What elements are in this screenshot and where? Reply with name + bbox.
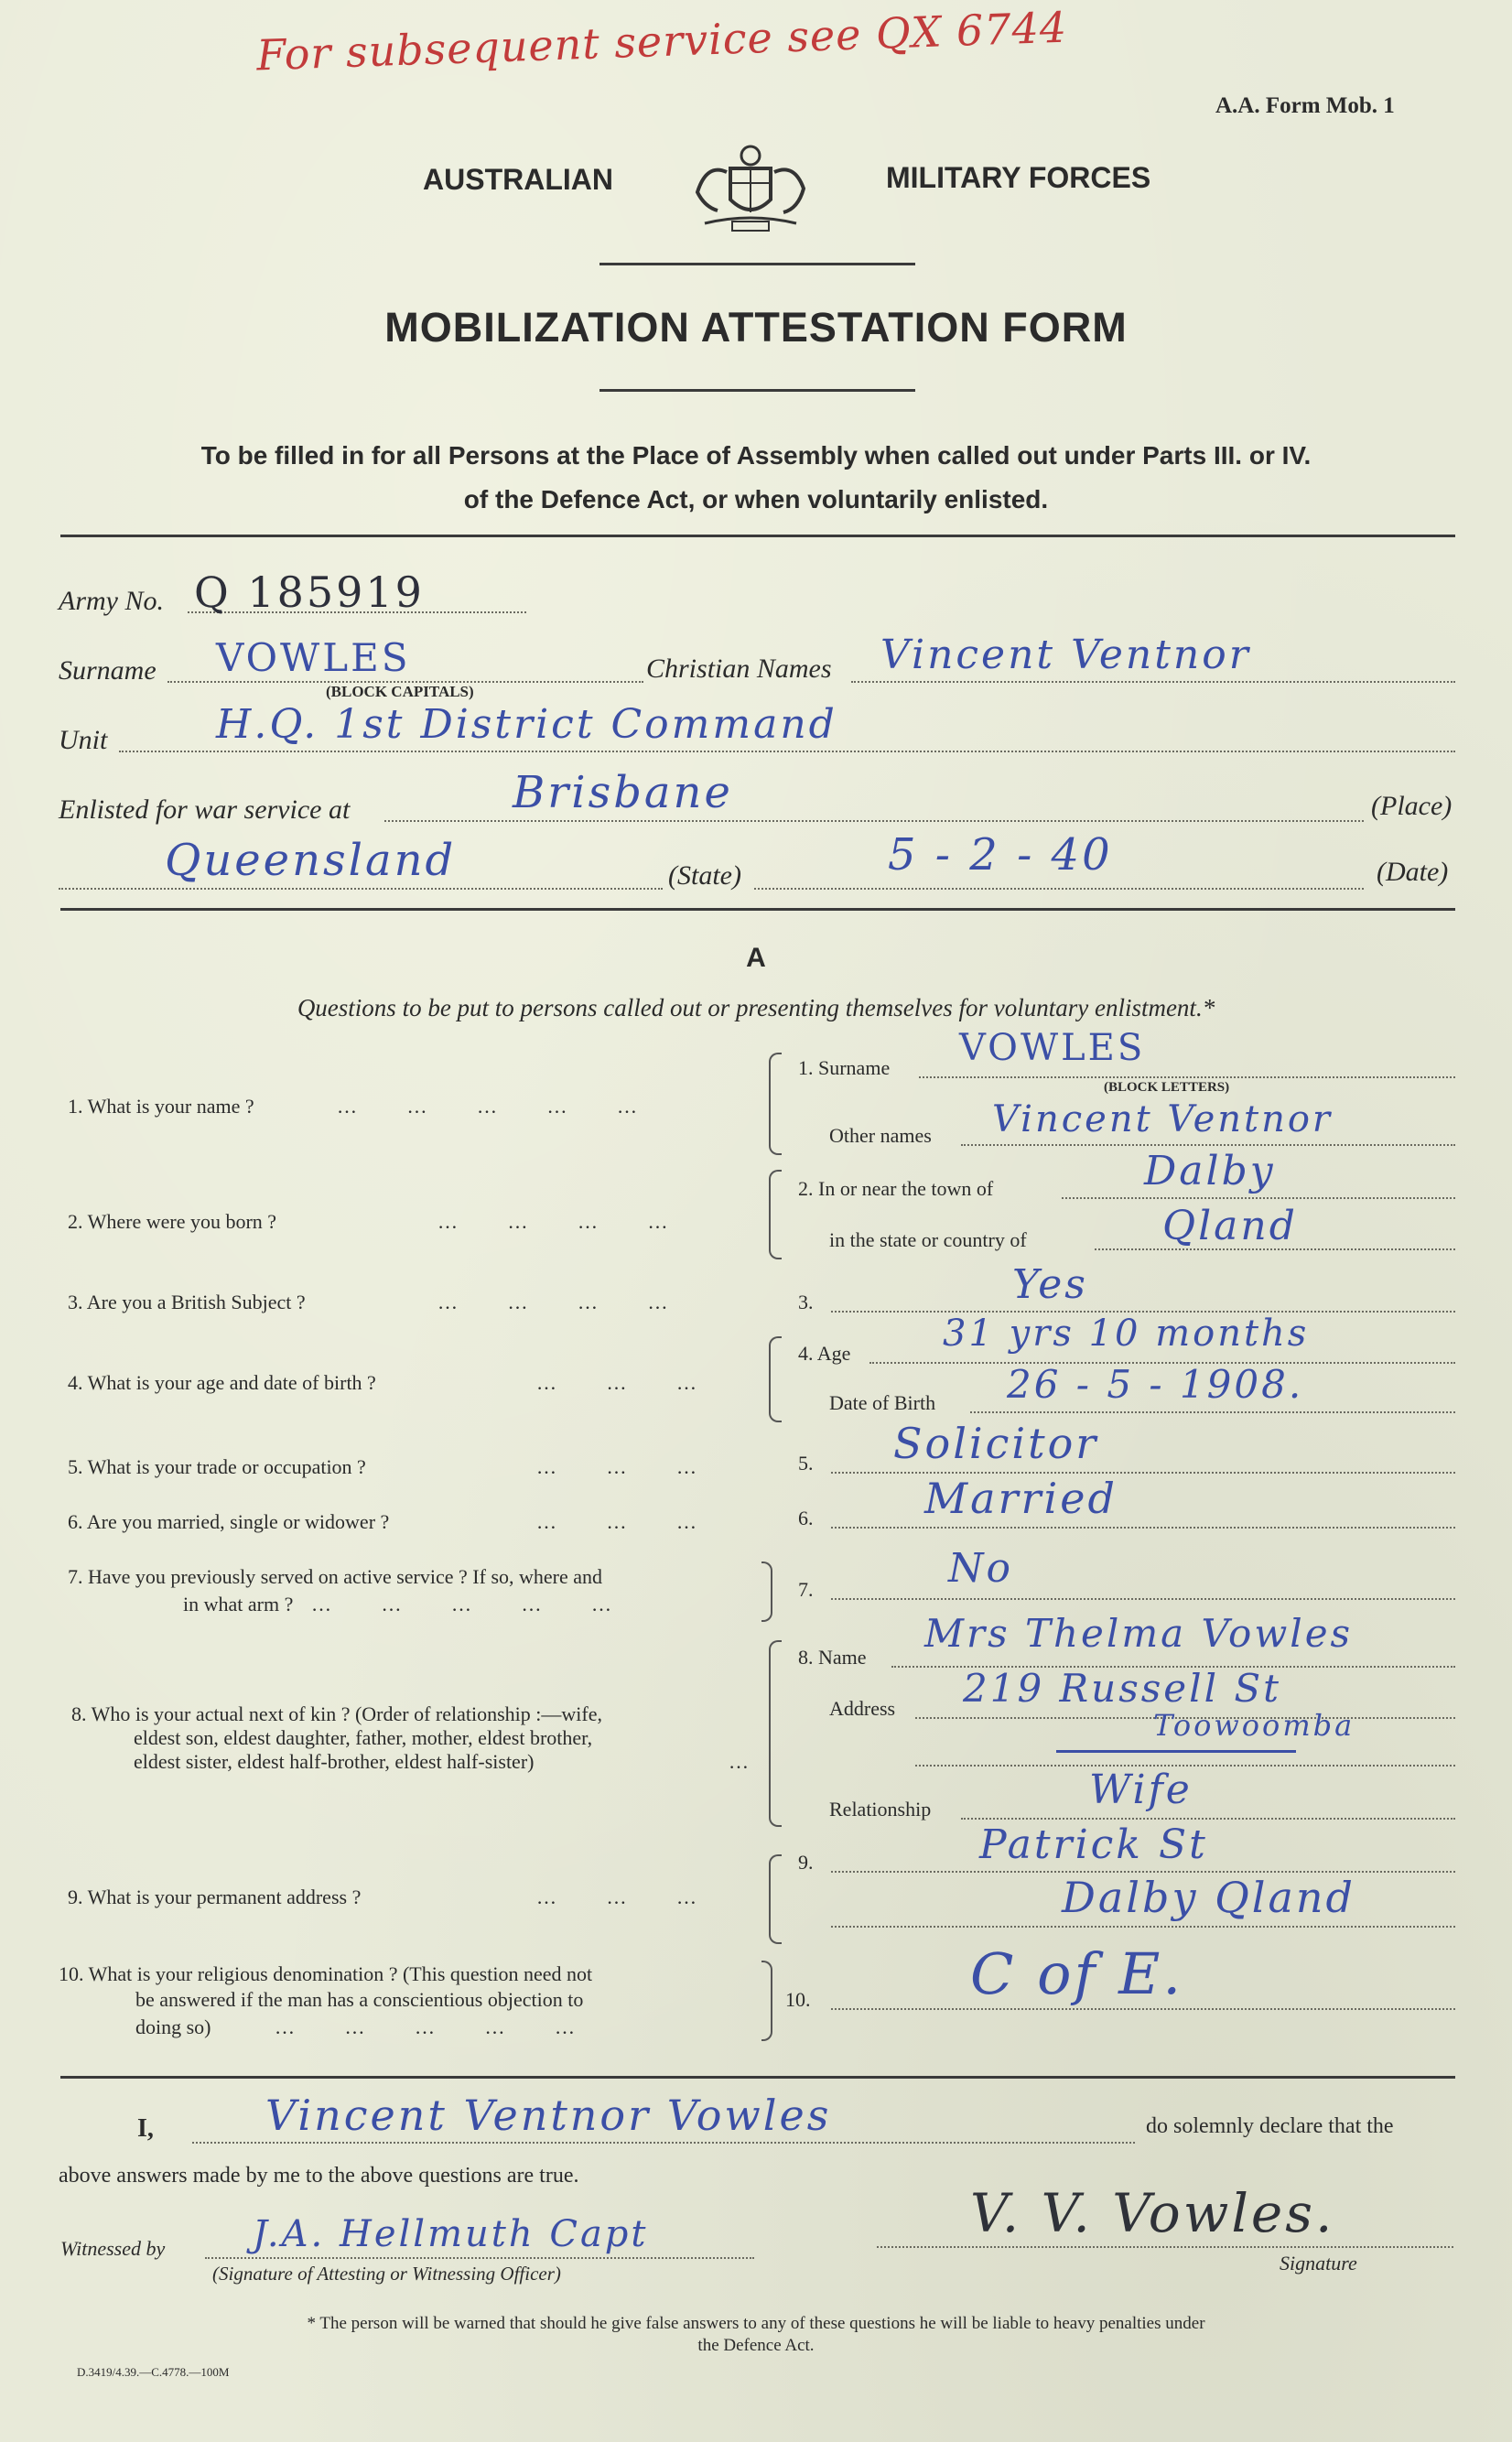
answer-8-label-relationship: Relationship	[829, 1798, 932, 1821]
footnote-line-2: the Defence Act.	[697, 2336, 815, 2355]
unit-label: Unit	[59, 725, 108, 755]
state-line	[59, 888, 663, 890]
answer-8-label-address: Address	[829, 1697, 896, 1720]
answer-2-state: Qland	[1162, 1203, 1298, 1249]
answer-3-label: 3.	[798, 1291, 814, 1313]
declaration-suffix: do solemnly declare that the	[1146, 2114, 1394, 2138]
answer-8-address-2: Toowoomba	[1153, 1708, 1355, 1743]
answer-6-line	[831, 1527, 1455, 1529]
answer-10-line	[831, 2008, 1455, 2010]
answer-1-label-a: 1. Surname	[798, 1056, 891, 1079]
answer-1-line-b	[961, 1144, 1455, 1146]
question-9: 9. What is your permanent address ?	[68, 1886, 362, 1908]
question-9-brace	[769, 1854, 782, 1944]
answer-2-label-a: 2. In or near the town of	[798, 1177, 994, 1200]
question-8-leader: …	[729, 1750, 751, 1773]
answer-5-label: 5.	[798, 1452, 814, 1475]
christian-names-label: Christian Names	[646, 654, 832, 684]
answer-6-label: 6.	[798, 1507, 814, 1529]
org-right: MILITARY FORCES	[886, 161, 1151, 194]
question-2-brace	[769, 1170, 782, 1259]
answer-2-label-b: in the state or country of	[829, 1228, 1027, 1251]
question-4: 4. What is your age and date of birth ?	[68, 1371, 376, 1394]
answer-4-line-b	[970, 1411, 1455, 1413]
question-6: 6. Are you married, single or widower ?	[68, 1510, 390, 1533]
question-10-brace	[761, 1961, 772, 2041]
answer-7-value: No	[948, 1545, 1013, 1592]
signature-caption: Signature	[1280, 2252, 1357, 2275]
date-label: (Date)	[1377, 857, 1449, 887]
answer-6-value: Married	[924, 1474, 1118, 1523]
date-value: 5 - 2 - 40	[888, 829, 1113, 881]
section-divider-2	[60, 908, 1455, 911]
answer-8-name: Mrs Thelma Vowles	[924, 1611, 1354, 1656]
question-10-line-3: doing so)	[135, 2015, 211, 2038]
signature-line	[877, 2246, 1453, 2248]
state-label: (State)	[668, 860, 741, 891]
answer-8-line-relationship	[961, 1818, 1455, 1820]
answer-10-label: 10.	[785, 1988, 811, 2011]
print-code: D.3419/4.39.—C.4778.—100M	[77, 2365, 230, 2379]
state-value: Queensland	[165, 835, 457, 886]
instruction-line-2: of the Defence Act, or when voluntarily enlisted.	[463, 485, 1049, 513]
question-6-leader: … … …	[536, 1510, 698, 1533]
question-2-leader: … … … …	[437, 1210, 670, 1233]
answer-9-label: 9.	[798, 1851, 814, 1874]
answer-7-label: 7.	[798, 1578, 814, 1601]
enlisted-place-line	[384, 820, 1364, 822]
header-divider-top	[599, 263, 915, 265]
witness-signature-line	[205, 2257, 754, 2259]
org-left: AUSTRALIAN	[423, 163, 613, 196]
question-10-line-2: be answered if the man has a conscientious objection to	[135, 1988, 584, 2011]
header-divider-bottom	[599, 389, 915, 392]
declaration-line-2: above answers made by me to the above questions are true.	[59, 2164, 579, 2188]
question-4-brace	[769, 1336, 782, 1422]
unit-line	[119, 751, 1455, 752]
answer-4-label-b: Date of Birth	[829, 1391, 936, 1414]
question-8-brace	[769, 1640, 782, 1827]
answer-8-strikethrough	[1056, 1750, 1296, 1753]
question-5: 5. What is your trade or occupation ?	[68, 1455, 366, 1478]
question-1-leader: … … … … …	[337, 1095, 639, 1118]
question-7-line-2: in what arm ?	[183, 1593, 294, 1615]
christian-names-value: Vincent Ventnor	[880, 632, 1251, 678]
question-9-leader: … … …	[536, 1886, 698, 1908]
answer-1-label-b: Other names	[829, 1124, 932, 1147]
question-1-brace	[769, 1053, 782, 1155]
footnote-line-1: * The person will be warned that should he give false answers to any of these questions he will be liable to heavy penalties under	[307, 2314, 1205, 2333]
declaration-prefix: I,	[137, 2114, 154, 2143]
answer-7-line	[831, 1598, 1455, 1600]
coat-of-arms-emblem	[686, 135, 815, 236]
section-divider-1	[60, 535, 1455, 537]
answer-8-relationship: Wife	[1089, 1767, 1193, 1813]
answer-1-surname: VOWLES	[959, 1027, 1146, 1069]
enlisted-place-value: Brisbane	[513, 767, 733, 818]
declaration-name-line	[192, 2142, 1135, 2144]
army-no-value: Q 185919	[194, 567, 425, 617]
block-letters-note: (BLOCK LETTERS)	[1104, 1080, 1230, 1095]
answer-4-label-a: 4. Age	[798, 1342, 851, 1365]
answer-9-line-2	[831, 1926, 1455, 1928]
instruction-line-1: To be filled in for all Persons at the Place of Assembly when called out under Parts III. or IV.	[200, 441, 1312, 470]
christian-names-line	[851, 681, 1455, 683]
surname-value: VOWLES	[216, 635, 411, 680]
answer-4-age: 31 yrs 10 months	[943, 1313, 1310, 1355]
surname-label: Surname	[59, 655, 157, 686]
question-2: 2. Where were you born ?	[68, 1210, 277, 1233]
answer-1-line-a	[919, 1076, 1455, 1078]
top-annotation: For subsequent service see QX 6744	[255, 2, 1068, 81]
answer-8-address-1: 219 Russell St	[963, 1666, 1282, 1711]
question-8-line-3: eldest sister, eldest half-brother, eldest half-sister)	[134, 1750, 535, 1773]
question-8-line-1: 8. Who is your actual next of kin ? (Order of relationship :—wife,	[71, 1702, 602, 1725]
witnessed-label: Witnessed by	[60, 2237, 166, 2260]
answer-1-other-names: Vincent Ventnor	[992, 1098, 1334, 1140]
answer-8-label-name: 8. Name	[798, 1646, 867, 1669]
enlisted-label: Enlisted for war service at	[59, 794, 351, 825]
form-title: MOBILIZATION ATTESTATION FORM	[384, 304, 1128, 351]
section-divider-3	[60, 2076, 1455, 2079]
question-7-brace	[761, 1561, 772, 1622]
army-no-label: Army No.	[59, 586, 164, 616]
section-a-heading: A	[746, 943, 766, 973]
answer-4-dob: 26 - 5 - 1908.	[1007, 1362, 1304, 1407]
question-3: 3. Are you a British Subject ?	[68, 1291, 306, 1313]
question-5-leader: … … …	[536, 1455, 698, 1478]
witness-caption: (Signature of Attesting or Witnessing Officer)	[212, 2263, 561, 2285]
question-4-leader: … … …	[536, 1371, 698, 1394]
answer-2-town: Dalby	[1144, 1148, 1276, 1194]
answer-3-value: Yes	[1012, 1261, 1088, 1308]
question-1: 1. What is your name ?	[68, 1095, 254, 1118]
block-capitals-note: (BLOCK CAPITALS)	[326, 683, 474, 700]
question-10-line-1: 10. What is your religious denomination ? (This question need not	[59, 1962, 593, 1985]
question-8-line-2: eldest son, eldest daughter, father, mother, eldest brother,	[134, 1726, 593, 1749]
answer-9-address-2: Dalby Qland	[1062, 1873, 1355, 1922]
answer-10-value: C of E.	[970, 1940, 1184, 2007]
form-code: A.A. Form Mob. 1	[1215, 93, 1395, 118]
signature-value: V. V. Vowles.	[970, 2182, 1335, 2244]
question-3-leader: … … … …	[437, 1291, 670, 1313]
date-line	[754, 888, 1364, 890]
question-7-line-1: 7. Have you previously served on active service ? If so, where and	[68, 1565, 603, 1588]
answer-5-value: Solicitor	[893, 1419, 1099, 1468]
unit-value: H.Q. 1st District Command	[216, 701, 837, 748]
question-7-leader: … … … … …	[311, 1593, 613, 1615]
question-10-leader: … … … … …	[275, 2015, 577, 2038]
witness-signature: J.A. Hellmuth Capt	[253, 2213, 649, 2255]
declaration-name: Vincent Ventnor Vowles	[265, 2091, 832, 2140]
section-a-subheading: Questions to be put to persons called out or presenting themselves for voluntary enlistment.*	[297, 994, 1215, 1021]
answer-9-address-1: Patrick St	[979, 1821, 1208, 1868]
place-label: (Place)	[1371, 791, 1453, 821]
answer-2-line-a	[1062, 1197, 1455, 1199]
